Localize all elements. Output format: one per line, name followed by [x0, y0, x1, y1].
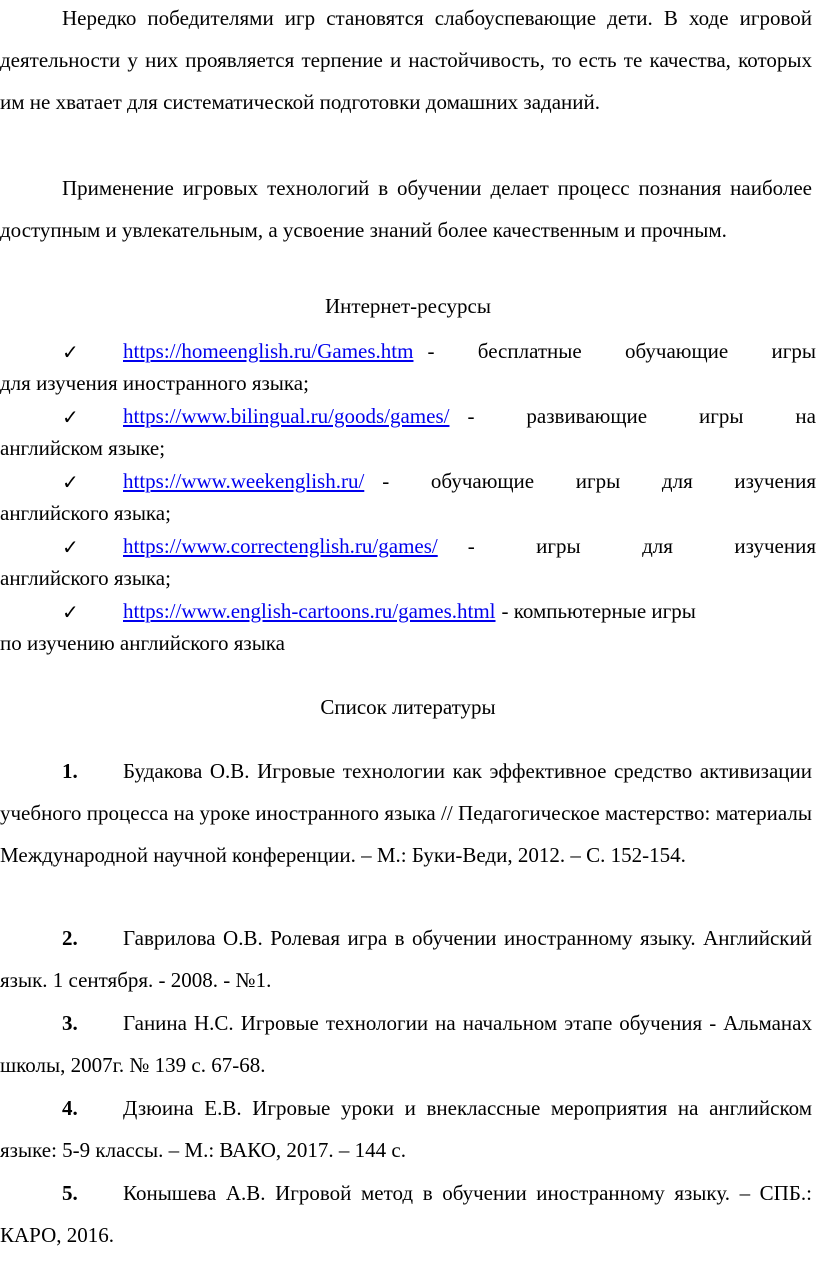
- literature-item: [0, 750, 812, 876]
- literature-number: 2.: [62, 926, 78, 950]
- resource-item: ✓ https://homeenglish.ru/Games.htm - бесплатные обучающие игры для изучения иностранного языка;: [0, 335, 816, 399]
- resource-description-continued: английского языка;: [0, 501, 171, 525]
- literature-text: Гаврилова О.В. Ролевая игра в обучении иностранному языку. Английский язык. 1 сентября. - 2008. - №1.: [0, 926, 812, 992]
- literature-number: 3.: [62, 1011, 78, 1035]
- literature-item: [0, 917, 812, 1001]
- literature-text: Будакова О.В. Игровые технологии как эффективное средство активизации учебного процесса на уроке иностранного языка // Педагогическое мастерство: материалы Международной научной конференции. – М.: Буки-Веди, 2012. – С. 152-154.: [0, 759, 812, 867]
- resource-item: ✓ https://www.bilingual.ru/goods/games/ - развивающие игры на английском языке;: [0, 400, 816, 464]
- resource-description-continued: английском языке;: [0, 436, 166, 460]
- resource-item: ✓ https://www.english-cartoons.ru/games.html - компьютерные игры по изучению английского языка: [0, 595, 816, 659]
- resource-description-continued: по изучению английского языка: [0, 631, 286, 655]
- resource-item: ✓ https://www.correctenglish.ru/games/ - игры для изучения английского языка;: [0, 530, 816, 594]
- resource-description: - компьютерные игры: [501, 599, 696, 623]
- resource-link[interactable]: https://www.bilingual.ru/goods/games/: [123, 404, 450, 428]
- paragraph-game-technologies: Применение игровых технологий в обучении делает процесс познания наиболее доступным и увлекательным, а усвоение знаний более качественным и прочным.: [0, 176, 812, 242]
- literature-number: 4.: [62, 1096, 78, 1120]
- resource-link[interactable]: https://homeenglish.ru/Games.htm: [123, 339, 414, 363]
- resource-description: - игры для изучения: [467, 534, 816, 558]
- resources-heading: Интернет-ресурсы: [325, 294, 491, 318]
- literature-item: [0, 1002, 812, 1086]
- paragraph-winners: Нередко победителями игр становятся слабоуспевающие дети. В ходе игровой деятельности у них проявляется терпение и настойчивость, то есть те качества, которых им не хватает для систематической подготовки домашних заданий.: [0, 6, 812, 114]
- literature-text: Дзюина Е.В. Игровые уроки и внеклассные мероприятия на английском языке: 5-9 классы. – М.: ВАКО, 2017. – 144 с.: [0, 1096, 812, 1162]
- literature-number: 1.: [62, 759, 78, 783]
- literature-number: 5.: [62, 1181, 78, 1205]
- resource-link[interactable]: https://www.correctenglish.ru/games/: [123, 534, 438, 558]
- literature-text: Конышева А.В. Игровой метод в обучении иностранному языку. – СПБ.: КАРО, 2016.: [0, 1181, 812, 1247]
- literature-item: [0, 1087, 812, 1171]
- literature-item: [0, 1172, 812, 1256]
- resource-description: - бесплатные обучающие игры: [427, 339, 816, 363]
- resource-link[interactable]: https://www.english-cartoons.ru/games.html: [123, 599, 496, 623]
- resource-item: ✓ https://www.weekenglish.ru/ - обучающие игры для изучения английского языка;: [0, 465, 816, 529]
- resource-description: - развивающие игры на: [467, 404, 816, 428]
- literature-text: Ганина Н.С. Игровые технологии на начальном этапе обучения - Альманах школы, 2007г. № 139 с. 67-68.: [0, 1011, 812, 1077]
- literature-heading: Список литературы: [320, 695, 496, 719]
- resource-description-continued: английского языка;: [0, 566, 171, 590]
- resource-link[interactable]: https://www.weekenglish.ru/: [123, 469, 365, 493]
- resource-description-continued: для изучения иностранного языка;: [0, 371, 309, 395]
- resource-description: - обучающие игры для изучения: [382, 469, 816, 493]
